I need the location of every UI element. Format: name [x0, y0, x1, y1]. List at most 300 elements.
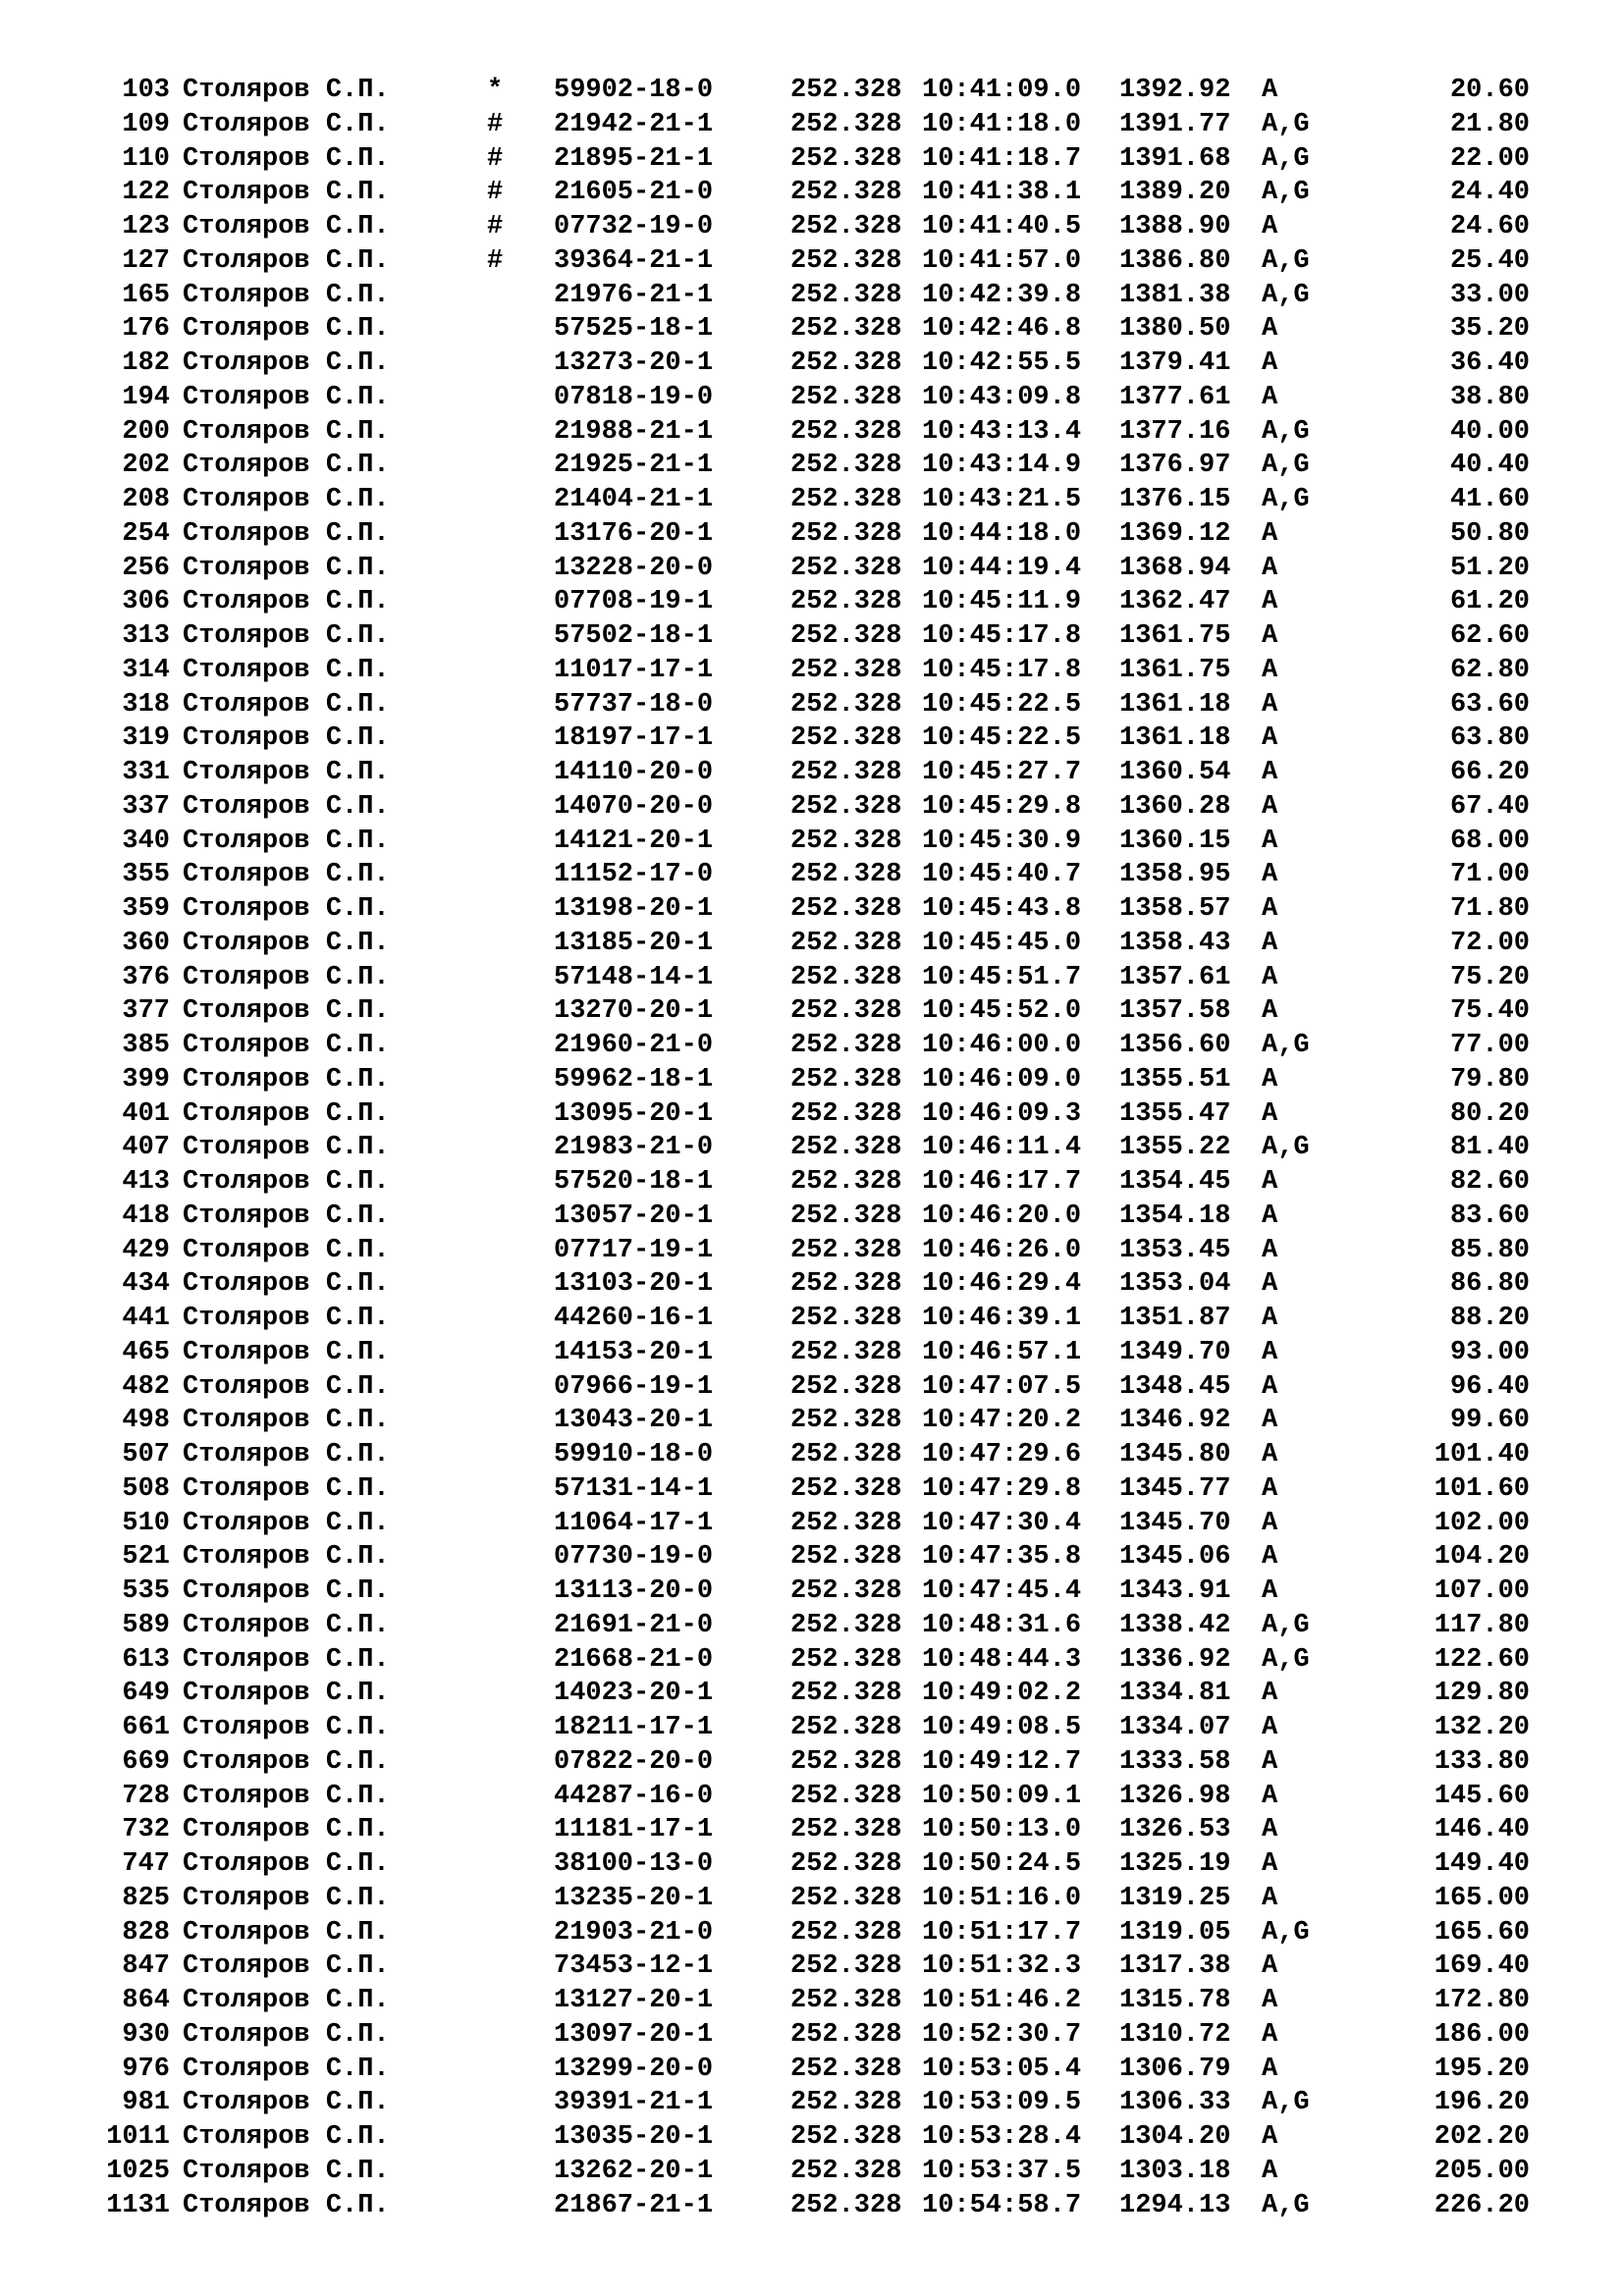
flag-value: A,G	[1262, 178, 1310, 208]
row-number: 313	[122, 621, 170, 651]
distance-value: 186.00	[1434, 2019, 1530, 2050]
table-row	[93, 654, 1530, 688]
distance-value: 122.60	[1434, 1644, 1530, 1675]
table-row	[93, 552, 1530, 586]
distance-value: 50.80	[1449, 518, 1530, 549]
observer-name: Столяров С.П.	[183, 587, 390, 617]
row-marker	[487, 721, 554, 756]
time-value: 10:50:24.5	[922, 1849, 1082, 1879]
record-id: 13185-20-1	[554, 928, 714, 958]
time-value: 10:50:09.1	[922, 1781, 1082, 1811]
measurement-value: 1377.16	[1119, 416, 1231, 447]
row-marker	[487, 892, 554, 927]
record-id: 21691-21-0	[554, 1610, 714, 1640]
distance-value: 38.80	[1449, 382, 1530, 412]
record-id: 57737-18-0	[554, 689, 714, 720]
row-number: 110	[122, 143, 170, 174]
observer-name: Столяров С.П.	[183, 1542, 390, 1573]
record-id: 11152-17-0	[554, 860, 714, 890]
flag-value: A	[1262, 1406, 1278, 1436]
row-marker	[487, 2086, 554, 2120]
time-value: 10:46:20.0	[922, 1201, 1082, 1231]
measurement-value: 1317.38	[1119, 1951, 1231, 1982]
row-marker: #	[487, 109, 504, 139]
observer-name: Столяров С.П.	[183, 1713, 390, 1742]
distance-value: 226.20	[1434, 2190, 1530, 2220]
measurement-value: 1345.77	[1119, 1473, 1231, 1504]
record-id: 11064-17-1	[554, 1508, 714, 1538]
observer-name: Столяров С.П.	[183, 2019, 390, 2050]
row-number: 732	[122, 1815, 170, 1845]
record-id: 18211-17-1	[554, 1713, 714, 1742]
measurement-value: 1391.77	[1119, 109, 1231, 139]
observer-name: Столяров С.П.	[183, 791, 390, 822]
row-marker	[487, 1029, 554, 1063]
measurement-value: 1334.81	[1119, 1679, 1231, 1709]
observer-name: Столяров С.П.	[183, 1473, 390, 1504]
measurement-value: 1376.15	[1119, 485, 1231, 514]
measurement-value: 1315.78	[1119, 1986, 1231, 2015]
row-marker	[487, 1677, 554, 1711]
row-number: 407	[122, 1133, 170, 1163]
observer-name: Столяров С.П.	[183, 1610, 390, 1640]
flag-value: A	[1262, 1713, 1278, 1742]
row-number: 521	[122, 1542, 170, 1573]
observer-name: Столяров С.П.	[183, 1133, 390, 1163]
record-id: 59902-18-0	[554, 76, 714, 105]
time-value: 10:53:37.5	[922, 2156, 1082, 2186]
measurement-value: 1360.54	[1119, 758, 1231, 787]
distance-value: 195.20	[1434, 2054, 1530, 2084]
row-marker: #	[487, 212, 504, 241]
record-id: 13127-20-1	[554, 1986, 714, 2015]
row-marker	[487, 279, 554, 313]
table-row	[93, 1847, 1530, 1882]
row-marker	[487, 312, 554, 347]
row-marker	[487, 1200, 554, 1234]
day-value: 252.328	[790, 1815, 902, 1845]
row-number: 194	[122, 382, 170, 412]
measurement-value: 1353.04	[1119, 1269, 1231, 1300]
row-marker	[487, 1097, 554, 1132]
time-value: 10:46:26.0	[922, 1235, 1082, 1265]
row-marker	[487, 1949, 554, 1984]
row-number: 202	[122, 451, 170, 481]
observer-name: Столяров С.П.	[183, 1644, 390, 1675]
table-row	[93, 1745, 1530, 1780]
distance-value: 107.00	[1434, 1576, 1530, 1606]
observer-name: Столяров С.П.	[183, 212, 390, 241]
row-number: 661	[122, 1713, 170, 1742]
time-value: 10:43:21.5	[922, 485, 1082, 514]
flag-value: A,G	[1262, 1133, 1310, 1163]
measurement-value: 1391.68	[1119, 143, 1231, 174]
time-value: 10:46:00.0	[922, 1031, 1082, 1060]
flag-value: A	[1262, 382, 1278, 412]
day-value: 252.328	[790, 245, 902, 276]
day-value: 252.328	[790, 894, 902, 924]
distance-value: 24.60	[1449, 212, 1530, 241]
row-marker	[487, 1063, 554, 1097]
measurement-value: 1336.92	[1119, 1644, 1231, 1675]
day-value: 252.328	[790, 723, 902, 754]
record-id: 21983-21-0	[554, 1133, 714, 1163]
record-id: 07818-19-0	[554, 382, 714, 412]
record-id: 59910-18-0	[554, 1440, 714, 1469]
observer-name: Столяров С.П.	[183, 348, 390, 378]
measurement-value: 1345.80	[1119, 1440, 1231, 1469]
record-id: 18197-17-1	[554, 723, 714, 754]
table-row	[93, 2120, 1530, 2155]
row-number: 669	[122, 1746, 170, 1777]
observer-name: Столяров С.П.	[183, 1304, 390, 1333]
table-row	[93, 415, 1530, 450]
record-id: 59962-18-1	[554, 1064, 714, 1095]
day-value: 252.328	[790, 1235, 902, 1265]
time-value: 10:47:07.5	[922, 1371, 1082, 1402]
day-value: 252.328	[790, 2190, 902, 2220]
day-value: 252.328	[790, 485, 902, 514]
row-number: 510	[122, 1508, 170, 1538]
observer-name: Столяров С.П.	[183, 1679, 390, 1709]
day-value: 252.328	[790, 1098, 902, 1129]
observer-name: Столяров С.П.	[183, 1917, 390, 1948]
distance-value: 67.40	[1449, 791, 1530, 822]
day-value: 252.328	[790, 2156, 902, 2186]
measurement-value: 1338.42	[1119, 1610, 1231, 1640]
day-value: 252.328	[790, 1440, 902, 1469]
measurement-value: 1354.45	[1119, 1167, 1231, 1197]
distance-value: 88.20	[1449, 1304, 1530, 1333]
record-id: 13103-20-1	[554, 1269, 714, 1300]
time-value: 10:42:55.5	[922, 348, 1082, 378]
day-value: 252.328	[790, 996, 902, 1027]
row-number: 847	[122, 1951, 170, 1982]
measurement-value: 1357.61	[1119, 962, 1231, 992]
day-value: 252.328	[790, 109, 902, 139]
row-number: 200	[122, 416, 170, 447]
row-marker	[487, 825, 554, 859]
observer-name: Столяров С.П.	[183, 1269, 390, 1300]
record-id: 14153-20-1	[554, 1337, 714, 1367]
observer-name: Столяров С.П.	[183, 996, 390, 1027]
distance-value: 36.40	[1449, 348, 1530, 378]
table-row	[93, 142, 1530, 177]
time-value: 10:54:58.7	[922, 2190, 1082, 2220]
time-value: 10:45:43.8	[922, 894, 1082, 924]
row-marker	[487, 654, 554, 688]
record-id: 14023-20-1	[554, 1679, 714, 1709]
table-row	[93, 825, 1530, 859]
day-value: 252.328	[790, 1849, 902, 1879]
day-value: 252.328	[790, 1679, 902, 1709]
observer-name: Столяров С.П.	[183, 2190, 390, 2220]
row-number: 182	[122, 348, 170, 378]
day-value: 252.328	[790, 1542, 902, 1573]
time-value: 10:51:46.2	[922, 1986, 1082, 2015]
table-row	[93, 1472, 1530, 1507]
observer-name: Столяров С.П.	[183, 1815, 390, 1845]
observer-name: Столяров С.П.	[183, 2156, 390, 2186]
observer-name: Столяров С.П.	[183, 245, 390, 276]
record-id: 13273-20-1	[554, 348, 714, 378]
record-id: 44287-16-0	[554, 1781, 714, 1811]
record-id: 07708-19-1	[554, 587, 714, 617]
row-number: 176	[122, 314, 170, 345]
flag-value: A	[1262, 1951, 1278, 1982]
row-marker	[487, 1507, 554, 1541]
day-value: 252.328	[790, 553, 902, 583]
measurement-value: 1386.80	[1119, 245, 1231, 276]
measurement-value: 1389.20	[1119, 178, 1231, 208]
row-marker	[487, 1234, 554, 1268]
flag-value: A	[1262, 621, 1278, 651]
distance-value: 172.80	[1434, 1986, 1530, 2015]
record-id: 21668-21-0	[554, 1644, 714, 1675]
flag-value: A	[1262, 1440, 1278, 1469]
measurement-value: 1377.61	[1119, 382, 1231, 412]
time-value: 10:45:51.7	[922, 962, 1082, 992]
time-value: 10:42:46.8	[922, 314, 1082, 345]
row-number: 103	[122, 76, 170, 105]
measurement-value: 1304.20	[1119, 2122, 1231, 2152]
row-number: 1011	[106, 2122, 170, 2152]
distance-value: 40.00	[1449, 416, 1530, 447]
day-value: 252.328	[790, 280, 902, 310]
row-number: 465	[122, 1337, 170, 1367]
distance-value: 81.40	[1449, 1133, 1530, 1163]
row-marker	[487, 688, 554, 722]
measurement-value: 1376.97	[1119, 451, 1231, 481]
table-row	[93, 2086, 1530, 2120]
distance-value: 71.80	[1449, 894, 1530, 924]
row-number: 508	[122, 1473, 170, 1504]
table-row	[93, 244, 1530, 279]
table-row	[93, 961, 1530, 995]
row-number: 1131	[106, 2190, 170, 2220]
distance-value: 66.20	[1449, 758, 1530, 787]
time-value: 10:46:09.0	[922, 1064, 1082, 1095]
time-value: 10:48:31.6	[922, 1610, 1082, 1640]
table-row	[93, 790, 1530, 825]
distance-value: 75.20	[1449, 962, 1530, 992]
measurement-value: 1392.92	[1119, 76, 1231, 105]
measurement-value: 1360.28	[1119, 791, 1231, 822]
flag-value: A	[1262, 826, 1278, 856]
row-marker	[487, 449, 554, 483]
record-id: 13035-20-1	[554, 2122, 714, 2152]
flag-value: A	[1262, 723, 1278, 754]
distance-value: 61.20	[1449, 587, 1530, 617]
measurement-value: 1360.15	[1119, 826, 1231, 856]
flag-value: A	[1262, 1576, 1278, 1606]
record-id: 07822-20-0	[554, 1746, 714, 1777]
row-number: 254	[122, 518, 170, 549]
measurement-value: 1368.94	[1119, 553, 1231, 583]
measurement-value: 1361.18	[1119, 689, 1231, 720]
time-value: 10:50:13.0	[922, 1815, 1082, 1845]
time-value: 10:47:45.4	[922, 1576, 1082, 1606]
table-row	[93, 1916, 1530, 1950]
flag-value: A	[1262, 1508, 1278, 1538]
row-marker	[487, 1711, 554, 1745]
record-id: 21988-21-1	[554, 416, 714, 447]
day-value: 252.328	[790, 1644, 902, 1675]
time-value: 10:42:39.8	[922, 280, 1082, 310]
flag-value: A	[1262, 1064, 1278, 1095]
distance-value: 196.20	[1434, 2088, 1530, 2118]
table-row	[93, 2053, 1530, 2087]
measurement-value: 1353.45	[1119, 1235, 1231, 1265]
distance-value: 101.40	[1434, 1440, 1530, 1469]
distance-value: 133.80	[1434, 1746, 1530, 1777]
table-row	[93, 2189, 1530, 2223]
flag-value: A	[1262, 76, 1278, 105]
flag-value: A	[1262, 1371, 1278, 1402]
distance-value: 40.40	[1449, 451, 1530, 481]
observer-name: Столяров С.П.	[183, 2088, 390, 2118]
observer-name: Столяров С.П.	[183, 485, 390, 514]
time-value: 10:47:29.6	[922, 1440, 1082, 1469]
time-value: 10:45:11.9	[922, 587, 1082, 617]
time-value: 10:49:02.2	[922, 1679, 1082, 1709]
record-id: 13057-20-1	[554, 1201, 714, 1231]
observer-name: Столяров С.П.	[183, 1508, 390, 1538]
table-row	[93, 1131, 1530, 1165]
row-marker	[487, 2189, 554, 2223]
record-id: 21960-21-0	[554, 1031, 714, 1060]
distance-value: 169.40	[1434, 1951, 1530, 1982]
distance-value: 202.20	[1434, 2122, 1530, 2152]
observer-name: Столяров С.П.	[183, 518, 390, 549]
time-value: 10:49:08.5	[922, 1713, 1082, 1742]
observer-name: Столяров С.П.	[183, 689, 390, 720]
distance-value: 33.00	[1449, 280, 1530, 310]
table-row	[93, 1165, 1530, 1200]
observer-name: Столяров С.П.	[183, 826, 390, 856]
record-id: 13095-20-1	[554, 1098, 714, 1129]
measurement-value: 1306.79	[1119, 2054, 1231, 2084]
observer-name: Столяров С.П.	[183, 1098, 390, 1129]
table-row	[93, 1984, 1530, 2018]
row-number: 127	[122, 245, 170, 276]
row-marker	[487, 1643, 554, 1678]
row-marker	[487, 1882, 554, 1916]
record-id: 14121-20-1	[554, 826, 714, 856]
observer-name: Столяров С.П.	[183, 416, 390, 447]
observer-name: Столяров С.П.	[183, 1167, 390, 1197]
day-value: 252.328	[790, 1269, 902, 1300]
observer-name: Столяров С.П.	[183, 1986, 390, 2015]
row-number: 613	[122, 1644, 170, 1675]
distance-value: 41.60	[1449, 485, 1530, 514]
flag-value: A,G	[1262, 1644, 1310, 1675]
measurement-value: 1343.91	[1119, 1576, 1231, 1606]
distance-value: 129.80	[1434, 1679, 1530, 1709]
distance-value: 75.40	[1449, 996, 1530, 1027]
flag-value: A	[1262, 314, 1278, 345]
row-number: 418	[122, 1201, 170, 1231]
table-row	[93, 1063, 1530, 1097]
row-marker: #	[487, 178, 504, 208]
distance-value: 22.00	[1449, 143, 1530, 174]
measurement-value: 1355.51	[1119, 1064, 1231, 1095]
flag-value: A	[1262, 1679, 1278, 1709]
row-number: 828	[122, 1917, 170, 1948]
measurement-value: 1357.58	[1119, 996, 1231, 1027]
table-row	[93, 1336, 1530, 1370]
table-row	[93, 449, 1530, 483]
flag-value: A	[1262, 1473, 1278, 1504]
table-row	[93, 74, 1530, 108]
observer-name: Столяров С.П.	[183, 1746, 390, 1777]
measurement-value: 1345.70	[1119, 1508, 1231, 1538]
record-id: 07717-19-1	[554, 1235, 714, 1265]
flag-value: A	[1262, 2156, 1278, 2186]
measurement-value: 1348.45	[1119, 1371, 1231, 1402]
row-marker	[487, 1131, 554, 1165]
flag-value: A	[1262, 1235, 1278, 1265]
record-id: 57502-18-1	[554, 621, 714, 651]
measurement-value: 1388.90	[1119, 212, 1231, 241]
record-id: 13043-20-1	[554, 1406, 714, 1436]
time-value: 10:53:09.5	[922, 2088, 1082, 2118]
row-number: 385	[122, 1031, 170, 1060]
row-marker	[487, 619, 554, 654]
flag-value: A	[1262, 655, 1278, 685]
observer-name: Столяров С.П.	[183, 962, 390, 992]
measurement-value: 1333.58	[1119, 1746, 1231, 1777]
record-id: 21867-21-1	[554, 2190, 714, 2220]
distance-value: 63.80	[1449, 723, 1530, 754]
time-value: 10:47:29.8	[922, 1473, 1082, 1504]
distance-value: 96.40	[1449, 1371, 1530, 1402]
flag-value: A	[1262, 689, 1278, 720]
measurement-value: 1358.95	[1119, 860, 1231, 890]
distance-value: 80.20	[1449, 1098, 1530, 1129]
row-marker	[487, 927, 554, 961]
record-id: 11181-17-1	[554, 1815, 714, 1845]
day-value: 252.328	[790, 2122, 902, 2152]
row-number: 208	[122, 485, 170, 514]
distance-value: 146.40	[1434, 1815, 1530, 1845]
day-value: 252.328	[790, 689, 902, 720]
day-value: 252.328	[790, 1951, 902, 1982]
table-row	[93, 1200, 1530, 1234]
day-value: 252.328	[790, 1133, 902, 1163]
distance-value: 102.00	[1434, 1508, 1530, 1538]
row-marker	[487, 1438, 554, 1472]
row-marker	[487, 1984, 554, 2018]
flag-value: A	[1262, 1815, 1278, 1845]
observer-name: Столяров С.П.	[183, 451, 390, 481]
table-row	[93, 279, 1530, 313]
distance-value: 77.00	[1449, 1031, 1530, 1060]
observer-name: Столяров С.П.	[183, 928, 390, 958]
day-value: 252.328	[790, 1406, 902, 1436]
distance-value: 149.40	[1434, 1849, 1530, 1879]
day-value: 252.328	[790, 826, 902, 856]
distance-value: 85.80	[1449, 1235, 1530, 1265]
flag-value: A	[1262, 1167, 1278, 1197]
flag-value: A	[1262, 928, 1278, 958]
measurement-value: 1319.25	[1119, 1883, 1231, 1913]
record-id: 57520-18-1	[554, 1167, 714, 1197]
measurement-value: 1380.50	[1119, 314, 1231, 345]
row-number: 109	[122, 109, 170, 139]
flag-value: A	[1262, 791, 1278, 822]
measurement-value: 1351.87	[1119, 1304, 1231, 1333]
